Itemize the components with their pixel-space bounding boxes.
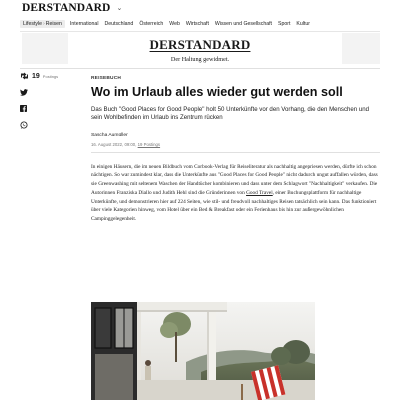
breadcrumb[interactable] [20,20,65,28]
site-logo[interactable]: DERSTANDARD [22,2,111,14]
nav-item-kultur[interactable]: Kultur [296,21,310,27]
article [91,76,380,224]
breadcrumb-lifestyle[interactable]: Lifestyle [23,21,43,27]
breadcrumb-separator: › [43,21,45,27]
nav-item-deutschland[interactable]: Deutschland [104,21,134,27]
header-divider [20,68,380,69]
article-kicker: REISEBUCH [91,76,122,81]
postings-counter[interactable] [20,72,70,80]
article-meta [91,142,380,147]
nav-item-web[interactable]: Web [169,21,180,27]
masthead [0,37,400,63]
comment-icon [20,72,29,80]
article-lead: Das Buch "Good Places for Good People" holt 50 Unterkünfte vor den Vorhang, die den Menschen und sein Wohlbefinden im Urlaub ins Zentrum rücken [91,105,370,122]
masthead-logo[interactable]: DERSTANDARD [149,37,251,52]
main-navigation [20,18,316,30]
nav-item-oesterreich[interactable]: Österreich [139,21,164,27]
article-author[interactable]: Sascha Aumüller [91,132,128,138]
meta-divider [91,152,380,153]
article-body-part-1: In einigen Häusern, die im neuen Bildbuch vom Corbook-Verlag für Reiseliteratur als nachhaltig angepriesen werden, dürfte ich schon nächtigen. So war zumindest klar, dass die Unterkünfte aus "Good Places for Good People" nicht dadurch ungut auffallen würden, dass sie Greenwashing mit seltenem Waschen der Handtücher kombinieren und dass unter dem Schlagwort "Nachhaltigkeit" verkaufen. Die Autorinnen Franziska Diallo und Judith Hehl sind die Gründerinnen von [91,163,378,196]
nav-divider [20,31,380,32]
article-body-part-2: , einer Buchungsplattform für nachhaltige Unterkünfte, und demonstrieren hier auf 224 Seiten, wie stil- und freudvoll nachhaltiges Reisen tatsächlich sein kann. Das funktioniert über viele Kategorien hinweg, vom Hotel über ein Bed & Breakfast oder ein Ferienhaus bis hin zur außergewöhnlichen Campinggelegenheit. [91,189,377,222]
hotel-photo-image [91,302,315,400]
nav-item-wissen-und-gesellschaft[interactable]: Wissen und Gesellschaft [214,21,272,27]
article-body [91,163,380,224]
nav-item-sport[interactable]: Sport [278,21,291,27]
chevron-down-icon[interactable]: ⌄ [116,5,123,12]
facebook-icon[interactable] [20,105,27,112]
top-bar [0,0,400,16]
nav-item-international[interactable]: International [69,21,99,27]
postings-link[interactable]: 19 Postings [137,141,161,147]
nav-item-wirtschaft[interactable]: Wirtschaft [185,21,209,27]
whatsapp-icon[interactable] [20,121,28,129]
twitter-icon[interactable] [20,89,28,96]
article-date: 16. August 2022, 09:00, [91,141,137,147]
postings-label: Postings [42,73,59,79]
good-travel-link[interactable]: Good Travel [246,189,273,196]
article-headline: Wo im Urlaub alles wieder gut werden soll [91,85,343,99]
masthead-claim: Der Haltung gewidmet. [170,56,230,63]
breadcrumb-reisen[interactable]: Reisen [45,21,62,27]
share-bar [20,72,70,129]
postings-count: 19 [32,72,40,80]
